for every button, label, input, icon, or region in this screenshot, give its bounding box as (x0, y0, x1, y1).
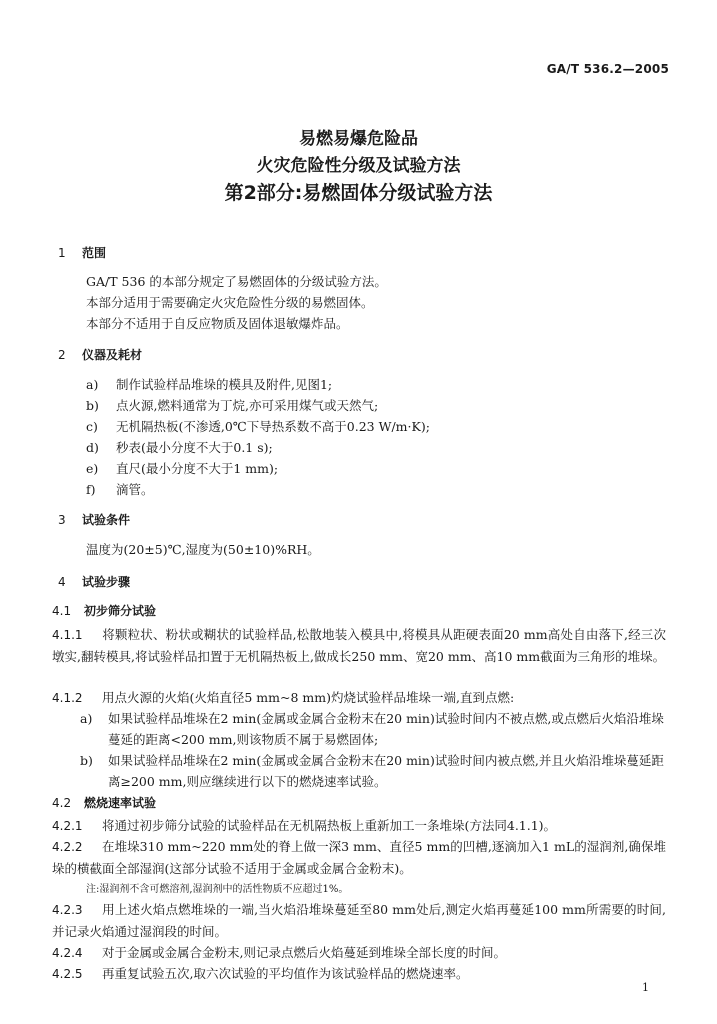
section-2-heading (58, 346, 142, 363)
s2-item-b (86, 395, 378, 416)
item-label: c) (86, 419, 98, 434)
section-title: 范围 (82, 246, 107, 260)
item-label: d) (86, 440, 99, 455)
item-text: 直尺(最小分度不大于1 mm); (116, 461, 279, 476)
item-text: 秒表(最小分度不大于0.1 s); (116, 440, 273, 455)
s412-item-a (80, 708, 666, 750)
s2-item-d (86, 437, 273, 458)
title-line-2: 火灾危险性分级及试验方法 (256, 156, 461, 176)
section-title: 试验条件 (82, 513, 131, 527)
section-title: 初步筛分试验 (84, 604, 157, 618)
clause-text: 将颗粒状、粉状或糊状的试验样品,松散地装入模具中,将模具从距硬表面20 mm高处自由落下,经三次墩实,翻转模具,将试验样品扣置于无机隔热板上,做成长250 mm、宽20 mm、高10 mm截面为三角形的堆垛。 (52, 627, 666, 664)
clause-number: 4.1.2 (52, 691, 83, 705)
clause-number: 4.2.2 (52, 840, 83, 854)
s1-paragraph-2: 本部分适用于需要确定火灾危险性分级的易燃固体。 (86, 295, 374, 310)
section-4-2-1 (52, 815, 666, 837)
section-number: 2 (58, 348, 66, 362)
title-line-1: 易燃易爆危险品 (299, 129, 418, 149)
s2-item-f (86, 479, 154, 500)
item-label: a) (80, 711, 93, 726)
s3-paragraph-1: 温度为(20±5)℃,湿度为(50±10)%RH。 (86, 542, 320, 557)
item-label: e) (86, 461, 99, 476)
s2-item-a (86, 374, 332, 395)
clause-text: 对于金属或金属合金粉末,则记录点燃后火焰蔓延到堆垛全部长度的时间。 (102, 945, 506, 960)
section-4-2-3 (52, 899, 666, 942)
document-title (0, 126, 717, 207)
section-number: 4.1 (52, 604, 72, 618)
item-label: a) (86, 377, 99, 392)
item-text: 如果试验样品堆垛在2 min(金属或金属合金粉末在20 min)试验时间内被点燃,并且火焰沿堆垛蔓延距离≥200 mm,则应继续进行以下的燃烧速率试验。 (108, 753, 664, 789)
section-title: 燃烧速率试验 (84, 796, 157, 810)
section-4-1-2 (52, 687, 666, 709)
section-4-2-2 (52, 836, 666, 879)
section-4-heading (58, 573, 130, 590)
clause-text: 用点火源的火焰(火焰直径5 mm~8 mm)灼烧试验样品堆垛一端,直到点燃: (102, 690, 515, 705)
item-text: 制作试验样品堆垛的模具及附件,见图1; (116, 377, 333, 392)
section-4-2-heading (52, 794, 156, 811)
s1-paragraph-3: 本部分不适用于自反应物质及固体退敏爆炸品。 (86, 316, 349, 331)
item-text: 如果试验样品堆垛在2 min(金属或金属合金粉末在20 min)试验时间内不被点燃,或点燃后火焰沿堆垛蔓延的距离<200 mm,则该物质不属于易燃固体; (108, 711, 664, 747)
clause-number: 4.2.4 (52, 946, 83, 960)
section-title: 试验步骤 (82, 575, 131, 589)
item-label: b) (80, 753, 93, 768)
section-title: 仪器及耗材 (82, 348, 143, 362)
section-4-1-heading (52, 602, 156, 619)
s2-item-c (86, 416, 430, 437)
section-4-2-2-note: 注:湿润剂不含可燃溶剂,湿润剂中的活性物质不应超过1%。 (86, 884, 349, 895)
section-4-1-1 (52, 624, 666, 667)
clause-number: 4.2.3 (52, 903, 83, 917)
clause-text: 再重复试验五次,取六次试验的平均值作为该试验样品的燃烧速率。 (102, 966, 469, 981)
section-number: 3 (58, 513, 66, 527)
clause-text: 在堆垛310 mm~220 mm处的脊上做一深3 mm、直径5 mm的凹槽,逐滴加入1 mL的湿润剂,确保堆垛的横截面全部湿润(这部分试验不适用于金属或金属合金粉末)。 (52, 839, 666, 876)
section-number: 1 (58, 246, 66, 260)
s412-item-b (80, 750, 666, 792)
section-1-heading (58, 244, 106, 261)
item-label: f) (86, 482, 96, 497)
clause-number: 4.2.1 (52, 819, 83, 833)
item-text: 无机隔热板(不渗透,0℃下导热系数不高于0.23 W/m·K); (116, 419, 430, 434)
section-3-heading (58, 511, 130, 528)
item-label: b) (86, 398, 99, 413)
section-number: 4 (58, 575, 66, 589)
item-text: 滴管。 (116, 482, 154, 497)
title-line-3: 第2部分:易燃固体分级试验方法 (224, 182, 493, 204)
section-number: 4.2 (52, 796, 72, 810)
section-4-2-5 (52, 963, 666, 985)
clause-number: 4.1.1 (52, 628, 83, 642)
page-number: 1 (642, 981, 649, 994)
clause-text: 将通过初步筛分试验的试验样品在无机隔热板上重新加工一条堆垛(方法同4.1.1)。 (102, 818, 557, 833)
s1-paragraph-1: GA/T 536 的本部分规定了易燃固体的分级试验方法。 (86, 274, 387, 289)
standard-code: GA/T 536.2—2005 (546, 62, 669, 76)
s2-item-e (86, 458, 278, 479)
section-4-2-4 (52, 942, 666, 964)
clause-text: 用上述火焰点燃堆垛的一端,当火焰沿堆垛蔓延至80 mm处后,测定火焰再蔓延100 mm所需要的时间,并记录火焰通过湿润段的时间。 (52, 902, 666, 939)
clause-number: 4.2.5 (52, 967, 83, 981)
item-text: 点火源,燃料通常为丁烷,亦可采用煤气或天然气; (116, 398, 379, 413)
